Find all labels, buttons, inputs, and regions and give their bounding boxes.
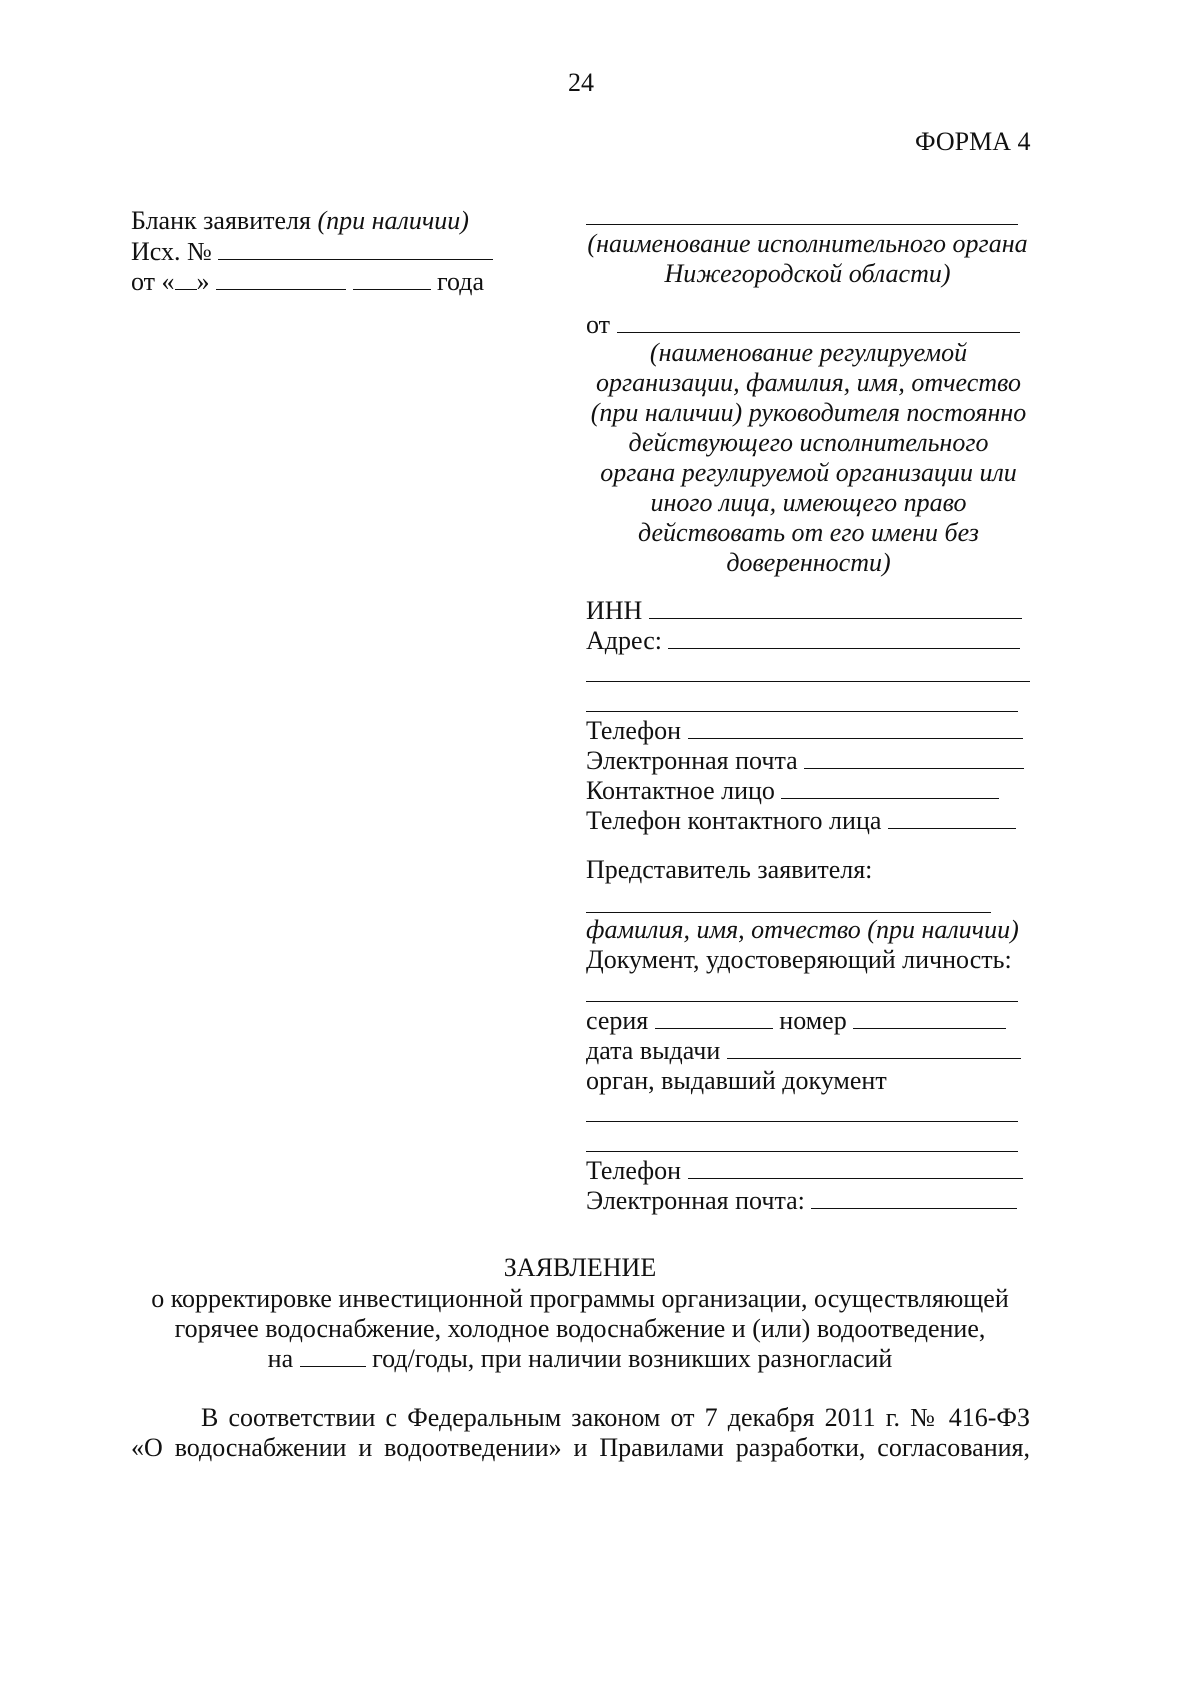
id-doc-label: Документ, удостоверяющий личность: [586, 945, 1012, 974]
ref-date-line [131, 267, 484, 297]
applicant-caption-4: действующего исполнительного [628, 428, 989, 457]
organ-name-field[interactable] [586, 224, 1018, 225]
address-field-2[interactable] [586, 681, 1030, 682]
years-prefix: на [267, 1344, 294, 1373]
contact-line [586, 776, 999, 806]
rep-name-caption: фамилия, имя, отчество (при наличии) [586, 915, 1019, 944]
date-open-label: от « [131, 267, 175, 296]
form-label: ФОРМА 4 [915, 127, 1031, 156]
number-field[interactable] [853, 1006, 1006, 1029]
rep-name-field[interactable] [586, 912, 991, 913]
representative-label: Представитель заявителя: [586, 855, 873, 884]
organ-caption-2: Нижегородской области) [664, 259, 951, 288]
date-close-label: » [196, 267, 210, 296]
date-year-label: года [437, 267, 485, 296]
inn-field[interactable] [649, 596, 1022, 619]
series-number-line [586, 1006, 1006, 1036]
address-label: Адрес: [586, 626, 662, 655]
contact-phone-field[interactable] [888, 806, 1016, 829]
phone-line [586, 716, 1023, 746]
organ-caption-1: (наименование исполнительного органа [587, 229, 1028, 258]
issuer-field-1[interactable] [586, 1121, 1018, 1122]
series-field[interactable] [655, 1006, 773, 1029]
letterhead-note: (при наличии) [317, 206, 469, 235]
applicant-caption-6: иного лица, имеющего право [650, 488, 967, 517]
id-doc-field[interactable] [586, 1001, 1018, 1002]
applicant-name-field[interactable] [617, 310, 1020, 333]
from-line [586, 310, 1020, 340]
applicant-caption-7: действовать от его имени без [638, 518, 979, 547]
body-line-1: В соответствии с Федеральным законом от 7 декабря 2011 г. № 416-ФЗ [201, 1403, 1030, 1432]
issue-date-label: дата выдачи [586, 1036, 721, 1065]
address-line [586, 626, 1020, 656]
series-label: серия [586, 1006, 649, 1035]
statement-subtitle-1: о корректировке инвестиционной программы организации, осуществляющей [151, 1284, 1009, 1313]
statement-subtitle-2: горячее водоснабжение, холодное водоснабжение и (или) водоотведение, [174, 1314, 986, 1343]
inn-line [586, 596, 1022, 626]
ref-number-line [131, 237, 493, 267]
issue-date-line [586, 1036, 1021, 1066]
from-label: от [586, 310, 611, 339]
applicant-caption-1: (наименование регулируемой [649, 338, 968, 367]
phone-field[interactable] [688, 716, 1023, 739]
rep-phone-field[interactable] [688, 1156, 1023, 1179]
number-label: номер [779, 1006, 847, 1035]
address-field-3[interactable] [586, 711, 1018, 712]
statement-heading: ЗАЯВЛЕНИЕ [503, 1253, 657, 1282]
rep-email-label: Электронная почта: [586, 1186, 805, 1215]
email-label: Электронная почта [586, 746, 798, 775]
date-month-field[interactable] [216, 267, 346, 290]
inn-label: ИНН [586, 596, 643, 625]
statement-subtitle-3 [0, 1344, 1160, 1374]
letterhead-line [131, 206, 469, 236]
rep-email-line [586, 1186, 1017, 1216]
applicant-caption-3: (при наличии) руководителя постоянно [590, 398, 1027, 427]
issue-date-field[interactable] [727, 1036, 1021, 1059]
contact-phone-label: Телефон контактного лица [586, 806, 882, 835]
ref-number-field[interactable] [218, 237, 493, 260]
letterhead-label: Бланк заявителя [131, 206, 311, 235]
body-line-2: «О водоснабжении и водоотведении» и Правилами разработки, согласования, [131, 1433, 1030, 1462]
contact-label: Контактное лицо [586, 776, 775, 805]
contact-field[interactable] [781, 776, 999, 799]
rep-email-field[interactable] [811, 1186, 1017, 1209]
date-day-field[interactable] [175, 267, 197, 290]
email-line [586, 746, 1024, 776]
applicant-caption-2: организации, фамилия, имя, отчество [596, 368, 1021, 397]
ref-number-label: Исх. № [131, 237, 212, 266]
phone-label: Телефон [586, 716, 682, 745]
years-suffix: год/годы, при наличии возникших разногласий [372, 1344, 893, 1373]
contact-phone-line [586, 806, 1016, 836]
issuer-field-2[interactable] [586, 1151, 1018, 1152]
issuer-label: орган, выдавший документ [586, 1066, 887, 1095]
rep-phone-label: Телефон [586, 1156, 682, 1185]
email-field[interactable] [804, 746, 1024, 769]
rep-phone-line [586, 1156, 1023, 1186]
page-number: 24 [568, 68, 594, 97]
address-field[interactable] [668, 626, 1020, 649]
date-year-field[interactable] [353, 267, 431, 290]
years-field[interactable] [300, 1344, 366, 1367]
applicant-caption-5: органа регулируемой организации или [600, 458, 1017, 487]
applicant-caption-8: доверенности) [726, 548, 891, 577]
